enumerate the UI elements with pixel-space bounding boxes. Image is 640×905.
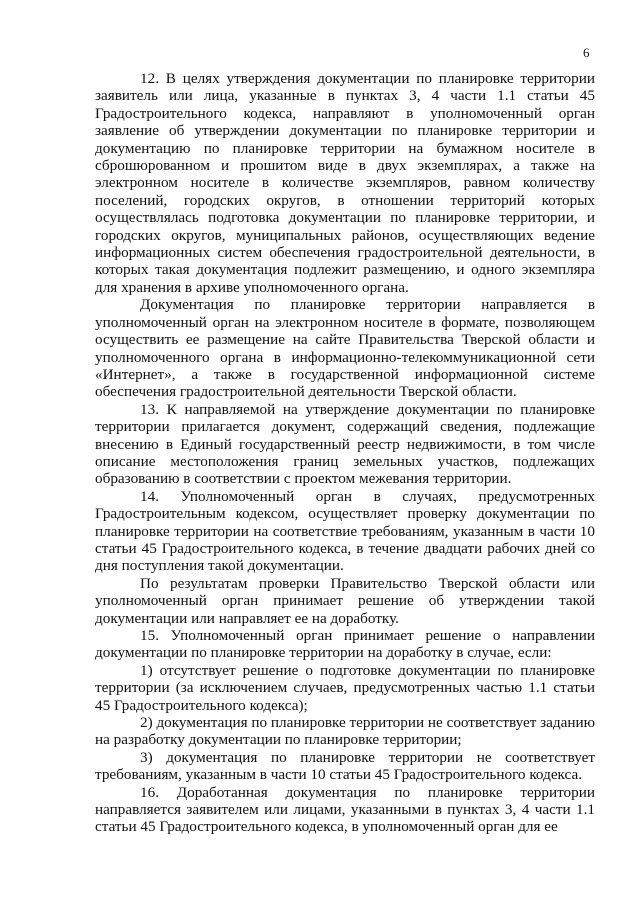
paragraph-15-item-1: 1) отсутствует решение о подготовке документации по планировке территории (за исключением случаев, предусмотренных частью 1.1 статьи 45 Градостроительного кодекса); — [95, 661, 595, 714]
paragraph-15: 15. Уполномоченный орган принимает решение о направлении документации по планировке территории на доработку в случае, если: — [95, 627, 595, 662]
paragraph-13: 13. К направляемой на утверждение документации по планировке территории прилагается документ, содержащий сведения, подлежащие внесению в Единый государственный реестр недвижимости, в том числе описание местоположения границ земельных участков, подлежащих образованию в соответствии с проектом межевания территории. — [95, 400, 595, 488]
paragraph-14-result: По результатам проверки Правительство Тверской области или уполномоченный орган принимает решение об утверждении такой документации или направляет ее на доработку. — [95, 574, 595, 627]
paragraph-15-item-2: 2) документация по планировке территории не соответствует заданию на разработку документации по планировке территории; — [95, 714, 595, 749]
paragraph-12: 12. В целях утверждения документации по планировке территории заявитель или лица, указанные в пунктах 3, 4 части 1.1 статьи 45 Градостроительного кодекса, направляют в уполномоченный орган заявление об утверждении документации по планировке территории и документацию по планировке территории на бумажном носителе в сброшюрованном и прошитом виде в двух экземплярах, а также на электронном носителе в количестве экземпляров, равном количеству поселений, городских округов, в отношении территорий которых осуществлялась подготовка документации по планировке территории, и городских округов, муниципальных районов, осуществляющих ведение информационных систем обеспечения градостроительной деятельности, в которых такая документация подлежит размещению, и одного экземпляра для хранения в архиве уполномоченного органа. — [95, 70, 595, 296]
paragraph-15-item-3: 3) документация по планировке территории не соответствует требованиям, указанным в части 10 статьи 45 Градостроительного кодекса. — [95, 748, 595, 784]
page-number: 6 — [583, 45, 590, 60]
paragraph-14: 14. Уполномоченный орган в случаях, предусмотренных Градостроительным кодексом, осуществляет проверку документации по планировке территории на соответствие требованиям, указанным в части 10 статьи 45 Градостроительного кодекса, в течение двадцати рабочих дней со дня поступления такой документации. — [95, 487, 595, 575]
paragraph-12-electronic-format: Документация по планировке территории направляется в уполномоченный орган на электронном носителе в формате, позволяющем осуществить ее размещение на сайте Правительства Тверской области и уполномоченного органа в информационно-телекоммуникационной сети «Интернет», а также в государственной информационной системе обеспечения градостроительной деятельности Тверской области. — [95, 296, 595, 401]
paragraph-16: 16. Доработанная документация по планировке территории направляется заявителем или лицами, указанными в пунктах 3, 4 части 1.1 статьи 45 Градостроительного кодекса, в уполномоченный орган для ее — [95, 783, 595, 836]
document-body — [95, 70, 595, 836]
